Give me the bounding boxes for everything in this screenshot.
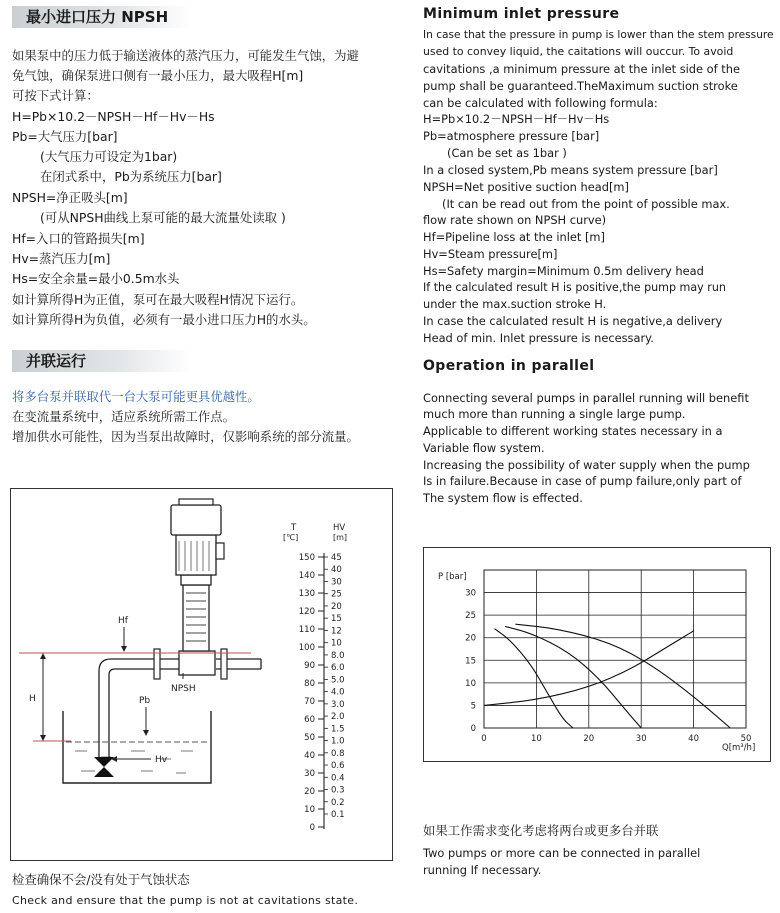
t-tick-label: 20 [304,787,315,797]
x-tick-label: 30 [635,734,647,744]
t-tick-label: 0 [309,823,315,833]
parallel-heading-zh-text: 并联运行 [26,352,87,370]
hv-tick-label: 3.0 [331,699,345,710]
hv-tick-label: 40 [331,565,342,576]
t-tick-label: 100 [298,643,315,653]
npsh-heading-zh-text: 最小进口压力 NPSH [26,8,169,26]
series-line-2 [505,626,641,728]
label-hv: Hv [155,755,168,765]
text-line: 可按下式计算： [12,88,99,103]
text-line: Is in failure.Because in case of pump failure,only part of [423,474,742,488]
hv-tick-label: 30 [331,577,342,588]
hv-tick-label: 4.0 [331,687,345,698]
chart-xlabel: Q[m³/h] [722,743,756,753]
hv-scale [324,553,345,820]
hv-tick-label: 5.0 [331,675,345,686]
text-line: (It can be read out from the point of possible max. [442,197,730,211]
hv-tick-label: 10 [331,638,342,649]
label-npsh: NPSH [171,684,196,694]
y-tick-label: 5 [470,701,476,712]
formula-line: H=Pb×10.2－NPSH－Hf－Hv－Hs [12,109,215,124]
chart-axes [465,589,751,744]
min-inlet-heading: Minimum inlet pressure [423,6,620,22]
t-tick-label: 10 [304,805,315,815]
text-line: If the calculated result H is positive,the pump may run [423,281,726,294]
hv-tick-label: 0.8 [331,748,345,759]
text-line: Hv=蒸汽压力[m] [12,251,111,266]
t-tick-label: 70 [304,697,315,707]
pump-diagram-svg [11,489,394,862]
text-line: (大气压力可设定为1bar) [40,149,178,164]
hv-tick-label: 2.0 [331,712,345,723]
plot-area [484,570,746,728]
hv-tick-label: 8.0 [331,650,345,661]
t-tick-label: 50 [304,733,315,743]
label-h: H [29,694,36,704]
text-line: used to convey liquid, the caitations will ouccur. To avoid [423,45,734,58]
text-line: can be calculated with following formula: [423,96,658,110]
t-tick-label: 120 [298,607,315,617]
text-line: 将多台泵并联取代一台大泵可能更具优越性。 [12,389,260,404]
formula-line: H=Pb×10.2－NPSH－Hf－Hv－Hs [423,112,610,126]
y-tick-label: 15 [465,656,476,667]
hv-tick-label: 6.0 [331,663,345,674]
text-line: Variable flow system. [423,441,545,455]
x-tick-label: 50 [740,734,752,744]
hv-tick-label: 15 [331,614,342,625]
check-en: Check and ensure that the pump is not at cavitations state. [12,894,359,907]
hv-tick-label: 45 [331,553,342,563]
scale-hv-title: HV [333,523,346,533]
hv-tick-label: 1.0 [331,736,345,747]
text-line: Hs=安全余量=最小0.5m水头 [12,271,180,286]
text-line: much more than running a single large pump. [423,407,686,421]
hv-tick-label: 0.3 [331,785,345,796]
text-line: In case that the pressure in pump is lower than the stem pressure [423,29,774,41]
two-pumps-zh: 如果工作需求变化考虑将两台或更多台并联 [423,823,659,838]
t-tick-label: 90 [304,661,315,671]
text-line: Hf=入口的管路损失[m] [12,231,145,246]
vertical-pump [171,499,224,675]
text-line: cavitations ,a minimum pressure at the inlet side of the [423,62,740,76]
t-tick-label: 60 [304,715,315,725]
check-zh: 检查确保不会/没有处于气蚀状态 [12,872,190,887]
text-line: (可从NPSH曲线上泵可能的最大流量处读取 ) [40,210,286,225]
scale-hv-unit: [m] [333,533,348,542]
parallel-heading-en: Operation in parallel [423,358,595,374]
hv-tick-label: 0.2 [331,797,345,808]
two-pumps-en-line: running If necessary. [423,863,542,877]
text-line: Pb=大气压力[bar] [12,129,118,144]
y-tick-label: 20 [465,633,476,644]
y-tick-label: 10 [465,678,476,689]
t-tick-label: 130 [298,589,315,599]
t-scale [299,553,324,833]
y-tick-label: 30 [465,588,476,599]
chart-ylabel: P [bar] [438,572,467,582]
x-tick-label: 0 [481,734,487,744]
t-tick-label: 150 [298,553,315,563]
text-line: 在变流量系统中，适应系统所需工作点。 [12,409,236,424]
water-tank [63,711,211,783]
hv-tick-label: 20 [331,601,342,612]
scale-t-unit: [℃] [283,533,299,542]
hv-tick-label: 0.4 [331,773,345,784]
t-tick-label: 140 [298,571,315,581]
scale-t-title: T [291,523,297,533]
text-line: NPSH=净正吸头[m] [12,190,128,205]
t-tick-label: 40 [304,751,315,761]
text-line: In case the calculated result H is negative,a delivery [423,314,723,328]
pump-suction-diagram [10,488,393,861]
text-line: Pb=atmosphere pressure [bar] [423,129,600,143]
text-line: Hv=Steam pressure[m] [423,247,558,261]
text-line: The system flow is effected. [423,491,583,505]
text-line: Head of min. Inlet pressure is necessary. [423,331,654,345]
chart-grid [484,570,746,728]
text-line: Applicable to different working states necessary in a [423,424,723,438]
text-line: flow rate shown on NPSH curve) [423,213,607,227]
x-tick-label: 20 [583,734,595,744]
text-line: 免气蚀，确保泵进口侧有一最小压力，最大吸程H[m] [12,68,304,83]
label-pb: Pb [139,696,151,706]
text-line: 如计算所得H为正值，泵可在最大吸程H情况下运行。 [12,292,304,307]
chart-svg [424,548,772,763]
series-line-3 [515,624,730,728]
text-line: In a closed system,Pb means system pressure [bar] [423,163,718,177]
foot-valve [94,757,114,777]
npsh-heading-zh [12,6,192,28]
text-line: under the max.suction stroke H. [423,297,607,311]
parallel-performance-chart [423,547,771,762]
text-line: Hs=Safety margin=Minimum 0.5m delivery head [423,264,704,278]
x-tick-label: 40 [688,734,700,744]
text-line: Hf=Pipeline loss at the inlet [m] [423,230,605,244]
two-pumps-en-line: Two pumps or more can be connected in parallel [423,846,701,860]
text-line: NPSH=Net positive suction head[m] [423,180,629,194]
t-tick-label: 110 [298,625,315,635]
y-tick-label: 0 [470,724,476,734]
text-line: 如计算所得H为负值，必须有一最小进口压力H的水头。 [12,312,316,327]
series-line-1 [494,629,573,728]
t-tick-label: 30 [304,769,315,779]
text-line: Connecting several pumps in parallel running will benefit [423,391,749,405]
hv-tick-label: 25 [331,589,342,600]
x-tick-label: 10 [530,734,542,744]
text-line: pump shall be guaranteed.TheMaximum suction stroke [423,79,738,93]
text-line: (Can be set as 1bar ) [447,146,567,160]
y-tick-label: 25 [465,611,476,622]
hv-tick-label: 0.1 [331,810,345,820]
hv-tick-label: 1.5 [331,724,345,735]
hv-tick-label: 12 [331,626,342,637]
text-line: 如果泵中的压力低于输送液体的蒸汽压力，可能发生气蚀，为避 [12,48,359,63]
parallel-heading-zh [12,350,192,372]
text-line: 增加供水可能性，因为当泵出故障时，仅影响系统的部分流量。 [12,429,359,444]
text-line: 在闭式系中，Pb为系统压力[bar] [40,169,222,184]
t-tick-label: 80 [304,679,315,689]
text-line: Increasing the possibility of water supply when the pump [423,458,750,472]
hv-tick-label: 0.6 [331,761,345,772]
label-hf: Hf [118,616,128,626]
